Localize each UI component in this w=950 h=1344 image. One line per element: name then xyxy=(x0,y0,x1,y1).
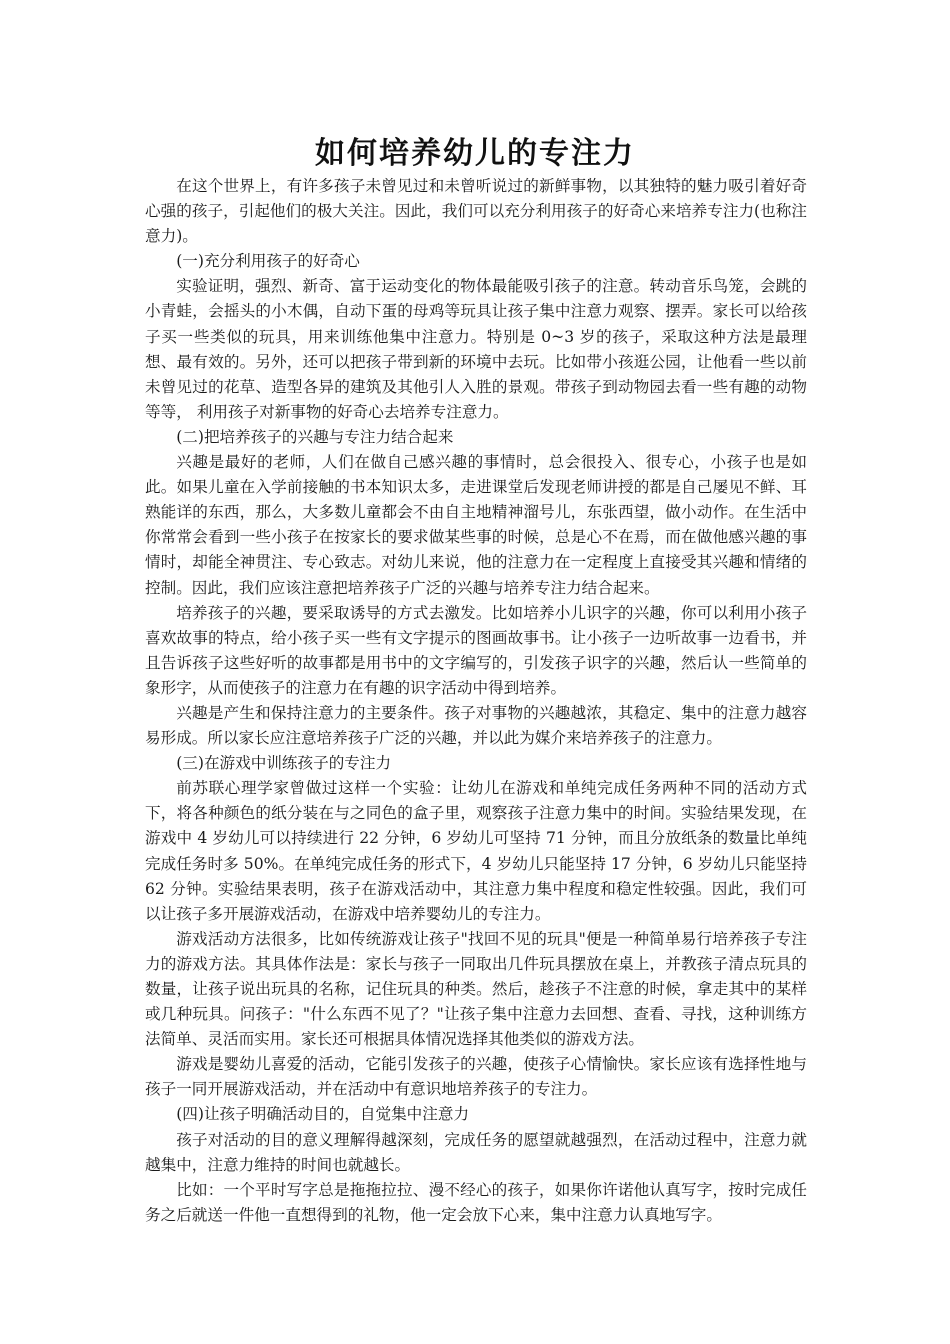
section-heading: (一)充分利用孩子的好奇心 xyxy=(176,252,360,271)
paragraph: 游戏活动方法很多，比如传统游戏让孩子"找回不见的玩具"便是一种简单易行培养孩子专注力的游戏方法。其具体作法是：家长与孩子一同取出几件玩具摆放在桌上，并教孩子清点玩具的数量，让孩子说出玩具的名称，记住玩具的种类。然后，趁孩子不注意的时候，拿走其中的某样或几种玩具。问孩子："什么东西不见了？"让孩子集中注意力去回想、查看、寻找，这种训练方法简单、灵活而实用。家长还可根据具体情况选择其他类似的游戏方法。 xyxy=(145,929,807,1049)
paragraph: 游戏是婴幼儿喜爱的活动，它能引发孩子的兴趣，使孩子心情愉快。家长应该有选择性地与孩子一同开展游戏活动，并在活动中有意识地培养孩子的专注力。 xyxy=(145,1055,807,1099)
paragraph: 在这个世界上，有许多孩子未曾见过和未曾听说过的新鲜事物，以其独特的魅力吸引着好奇心强的孩子，引起他们的极大关注。因此，我们可以充分利用孩子的好奇心来培养专注力(也称注意力)。 xyxy=(145,177,807,246)
document-title: 如何培养幼儿的专注力 xyxy=(315,136,635,171)
document-body xyxy=(145,174,807,1228)
paragraph: 兴趣是产生和保持注意力的主要条件。孩子对事物的兴趣越浓，其稳定、集中的注意力越容易形成。所以家长应注意培养孩子广泛的兴趣，并以此为媒介来培养孩子的注意力。 xyxy=(145,703,807,748)
paragraph: 实验证明，强烈、新奇、富于运动变化的物体最能吸引孩子的注意。转动音乐鸟笼，会跳的小青蛙，会摇头的小木偶，自动下蛋的母鸡等玩具让孩子集中注意力观察、摆弄。家长可以给孩子买一些类似的玩具，用来训练他集中注意力。特别是 0~3 岁的孩子，采取这种方法是最理想、最有效的。另外，还可以把孩子带到新的环境中去玩。比如带小孩逛公园，让他看一些以前未曾见过的花草、造型各异的建筑及其他引人入胜的景观。带孩子到动物园去看一些有趣的动物等等， 利用孩子对新事物的好奇心去培养专注意力。 xyxy=(145,277,807,421)
section-heading: (二)把培养孩子的兴趣与专注力结合起来 xyxy=(176,427,454,446)
section-heading: (三)在游戏中训练孩子的专注力 xyxy=(176,754,392,773)
paragraph: 比如：一个平时写字总是拖拖拉拉、漫不经心的孩子，如果你许诺他认真写字，按时完成任务之后就送一件他一直想得到的礼物，他一定会放下心来，集中注意力认真地写字。 xyxy=(145,1180,807,1224)
paragraph: 培养孩子的兴趣，要采取诱导的方式去激发。比如培养小儿识字的兴趣，你可以利用小孩子喜欢故事的特点，给小孩子买一些有文字提示的图画故事书。让小孩子一边听故事一边看书，并且告诉孩子这些好听的故事都是用书中的文字编写的，引发孩子识字的兴趣，然后认一些简单的象形字，从而使孩子的注意力在有趣的识字活动中得到培养。 xyxy=(145,603,807,697)
paragraph: 前苏联心理学家曾做过这样一个实验：让幼儿在游戏和单纯完成任务两种不同的活动方式下，将各种颜色的纸分装在与之同色的盒子里，观察孩子注意力集中的时间。实验结果发现，在游戏中 4 岁幼儿可以持续进行 22 分钟，6 岁幼儿可坚持 71 分钟，而且分放纸条的数量比单纯完成任务时多 50%。在单纯完成任务的形式下，4 岁幼儿只能坚持 17 分钟，6 岁幼儿只能坚持 62 分钟。实验结果表明，孩子在游戏活动中，其注意力集中程度和稳定性较强。因此，我们可以让孩子多开展游戏活动，在游戏中培养婴幼儿的专注力。 xyxy=(145,779,807,923)
section-heading: (四)让孩子明确活动目的，自觉集中注意力 xyxy=(176,1105,470,1124)
paragraph: 兴趣是最好的老师，人们在做自己感兴趣的事情时，总会很投入、很专心，小孩子也是如此。如果儿童在入学前接触的书本知识太多，走进课堂后发现老师讲授的都是自己屡见不鲜、耳熟能详的东西，那么，大多数儿童都会不由自主地精神溜号儿，东张西望，做小动作。在生活中你常常会看到一些小孩子在按家长的要求做某些事的时候，总是心不在焉，而在做他感兴趣的事情时，却能全神贯注、专心致志。对幼儿来说，他的注意力在一定程度上直接受其兴趣和情绪的控制。因此，我们应该注意把培养孩子广泛的兴趣与培养专注力结合起来。 xyxy=(145,453,807,597)
paragraph: 孩子对活动的目的意义理解得越深刻，完成任务的愿望就越强烈，在活动过程中，注意力就越集中，注意力维持的时间也就越长。 xyxy=(145,1130,807,1174)
